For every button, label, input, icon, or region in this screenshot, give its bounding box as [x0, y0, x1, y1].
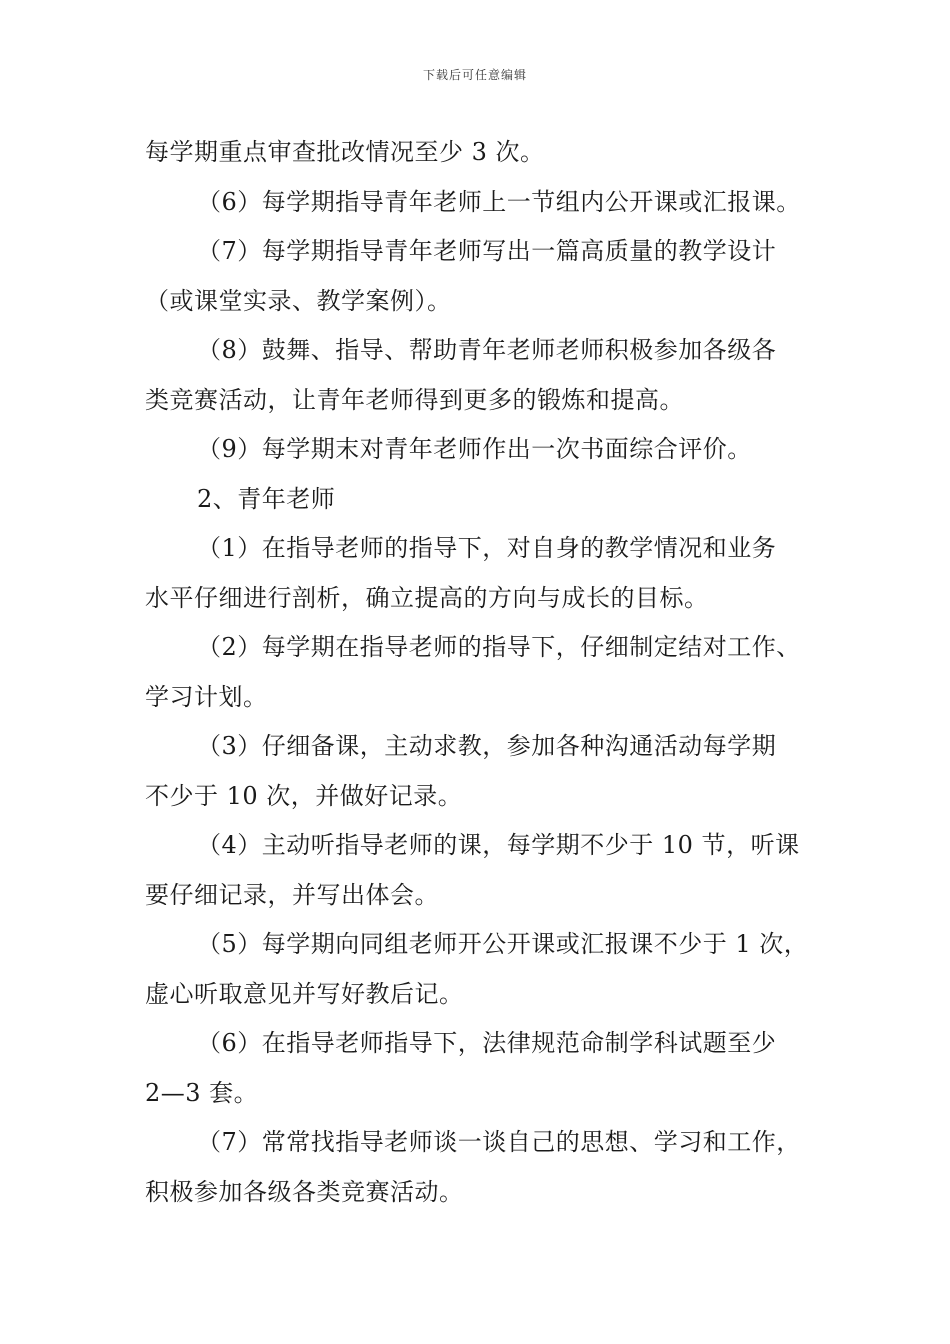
text-line: （或课堂实录、教学案例）。 [145, 286, 452, 315]
text-line: 积极参加各级各类竞赛活动。 [145, 1177, 464, 1206]
text-line: （5）每学期向同组老师开公开课或汇报课不少于 1 次， [197, 930, 809, 958]
section-heading: 2、青年老师 [197, 484, 336, 513]
text-line: 类竞赛活动，让青年老师得到更多的锻炼和提高。 [145, 385, 684, 414]
text-line: 学习计划。 [145, 682, 268, 711]
text-line: 每学期重点审查批改情况至少 3 次。 [145, 138, 545, 166]
text-line: （9）每学期末对青年老师作出一次书面综合评价。 [197, 435, 752, 463]
text-line: （3）仔细备课，主动求教，参加各种沟通活动每学期 [197, 732, 777, 760]
text-line: （2）每学期在指导老师的指导下，仔细制定结对工作、 [197, 633, 801, 661]
text-line: （1）在指导老师的指导下，对自身的教学情况和业务 [197, 534, 777, 562]
text-line: （6）在指导老师指导下，法律规范命制学科试题至少 [197, 1029, 777, 1057]
text-line: 不少于 10 次，并做好记录。 [145, 781, 463, 810]
text-line: 要仔细记录，并写出体会。 [145, 880, 439, 909]
document-body [145, 128, 835, 1217]
text-line: （7）常常找指导老师谈一谈自己的思想、学习和工作， [197, 1128, 801, 1156]
page-header: 下载后可任意编辑 [422, 68, 527, 82]
text-line: （6）每学期指导青年老师上一节组内公开课或汇报课。 [197, 187, 801, 216]
text-line: （4）主动听指导老师的课，每学期不少于 10 节，听课 [197, 831, 800, 859]
text-line: 虚心听取意见并写好教后记。 [145, 979, 464, 1008]
text-line: 2—3 套。 [145, 1078, 259, 1107]
text-line: （7）每学期指导青年老师写出一篇高质量的教学设计 [197, 237, 777, 265]
text-line: （8）鼓舞、指导、帮助青年老师老师积极参加各级各 [197, 336, 777, 364]
text-line: 水平仔细进行剖析，确立提高的方向与成长的目标。 [145, 583, 709, 612]
